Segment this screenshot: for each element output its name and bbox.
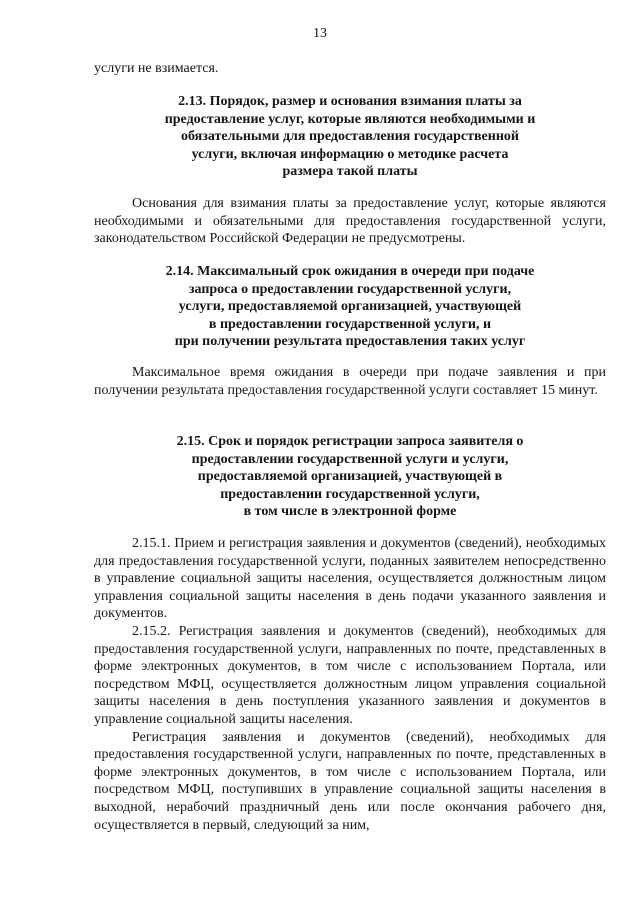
section-2-13-body [94, 195, 606, 248]
heading-line: в том числе в электронной форме [243, 504, 457, 520]
heading-2-13 [94, 93, 606, 181]
heading-line: предоставлении государственной услуги и услуги, [191, 451, 509, 467]
heading-line: предоставлении государственной услуги, [220, 486, 480, 502]
section-2-13-heading [94, 93, 606, 181]
heading-line: размера такой платы [282, 164, 418, 180]
section-2-15-body [94, 535, 606, 834]
heading-line: запроса о предоставлении государственной услуги, [188, 281, 512, 297]
paragraph-2-13: Основания для взимания платы за предоставление услуг, которые являются необходимыми и обязательными для предоставления государственной услуги, законодательством Российской Федерации не предусмотрены. [94, 196, 606, 247]
page-number: 13 [313, 26, 327, 41]
heading-line: 2.15. Срок и порядок регистрации запроса заявителя о [176, 434, 524, 449]
heading-line: услуги, включая информацию о методике расчета [191, 146, 509, 162]
paragraph-2-15-2: 2.15.2. Регистрация заявления и документов (сведений), необходимых для предоставления государственной услуги, направленных по почте, представленных в форме электронных документов, в том числе с использованием Портала, или посредством МФЦ, осуществляется должностным лицом управления социальной защиты населения в день поступления указанного заявления и документов в управление социальной защиты населения. [94, 623, 606, 727]
heading-line: предоставление услуг, которые являются необходимыми и [164, 111, 536, 127]
heading-line: при получении результата предоставления таких услуг [174, 334, 526, 350]
section-2-15-heading [94, 433, 606, 521]
section-2-14-body [94, 364, 606, 399]
heading-line: предоставляемой организацией, участвующей в [197, 469, 503, 485]
heading-line: в предоставлении государственной услуги, и [208, 316, 492, 332]
continuation-text: услуги не взимается. [94, 61, 219, 76]
heading-line: 2.14. Максимальный срок ожидания в очереди при подаче [165, 264, 535, 279]
heading-2-14 [94, 263, 606, 351]
heading-2-15 [94, 433, 606, 521]
heading-line: обязательными для предоставления государственной [181, 129, 519, 145]
paragraph-2-15-3: Регистрация заявления и документов (сведений), необходимых для предоставления государственной услуги, направленных по почте, представленных в форме электронных документов, в том числе с использованием Портала, или посредством МФЦ, поступивших в управление социальной защиты населения в выходной, нерабочий праздничный день или после окончания рабочего дня, осуществляется в первый, следующий за ним, [94, 729, 606, 833]
paragraph-2-14: Максимальное время ожидания в очереди при подаче заявления и при получении результата предоставления государственной услуги составляет 15 минут. [94, 365, 606, 398]
heading-line: 2.13. Порядок, размер и основания взимания платы за [178, 94, 522, 109]
heading-line: услуги, предоставляемой организацией, участвующей [178, 299, 522, 315]
continuation-block [94, 60, 606, 78]
section-2-14-heading [94, 263, 606, 351]
paragraph-2-15-1: 2.15.1. Прием и регистрация заявления и документов (сведений), необходимых для предоставления государственной услуги, поданных заявителем непосредственно в управление социальной защиты населения, осуществляется должностным лицом управления социальной защиты населения в день подачи указанного заявления и документов. [94, 536, 606, 622]
